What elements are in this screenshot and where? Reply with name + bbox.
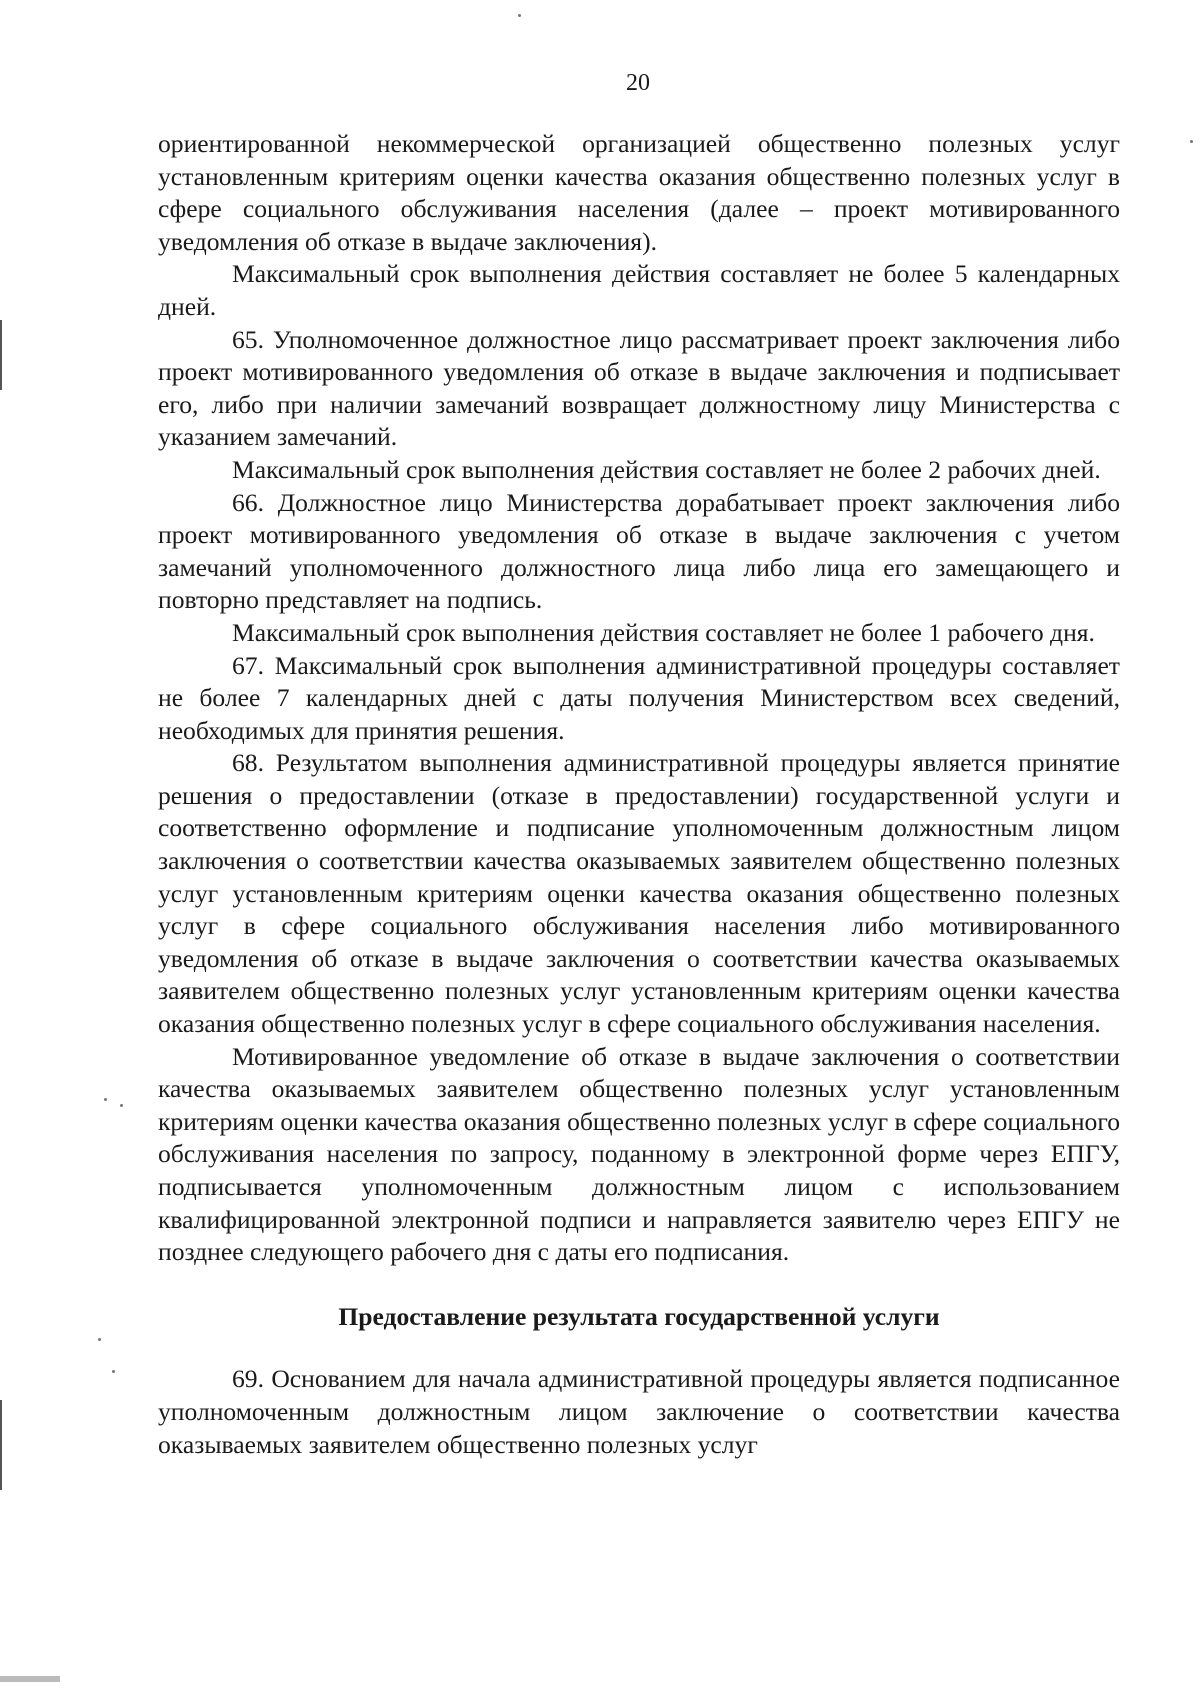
paragraph-67: 67. Максимальный срок выполнения административной процедуры составляет не более 7 календарных дней с даты получения Министерством всех сведений, необходимых для принятия решения. <box>158 650 1120 745</box>
paragraph-68: 68. Результатом выполнения административной процедуры является принятие решения о предоставлении (отказе в предоставлении) государственной услуги и соответственно оформление и подписание уполномоченным должностным лицом заключения о соответствии качества оказываемых заявителем общественно полезных услуг установленным критериям оценки качества оказания общественно полезных услуг в сфере социального обслуживания населения либо мотивированного уведомления об отказе в выдаче заключения о соответствии качества оказываемых заявителем общественно полезных услуг установленным критериям оценки качества оказания общественно полезных услуг в сфере социального обслуживания населения. <box>158 748 1120 1039</box>
scan-speck <box>1190 140 1193 143</box>
paragraph-continuation: ориентированной некоммерческой организацией общественно полезных услуг установленным критериям оценки качества оказания общественно полезных услуг в сфере социального обслуживания населения (далее – проект мотивированного уведомления об отказе в выдаче заключения). <box>158 129 1120 256</box>
scan-speck <box>120 1104 123 1107</box>
scan-speck <box>98 1338 101 1341</box>
document-body <box>158 128 1120 1461</box>
section-heading: Предоставление результата государственной услуги <box>338 1301 940 1331</box>
paragraph-deadline-2-days: Максимальный срок выполнения действия составляет не более 2 рабочих дней. <box>232 454 1101 484</box>
scan-edge-mark <box>0 1400 2 1490</box>
scan-speck <box>104 1098 107 1101</box>
scan-speck <box>518 14 521 17</box>
paragraph-deadline-1-day: Максимальный срок выполнения действия составляет не более 1 рабочего дня. <box>232 617 1095 647</box>
scan-edge-mark <box>0 320 2 390</box>
paragraph-69: 69. Основанием для начала административной процедуры является подписанное уполномоченным должностным лицом заключение о соответствии качества оказываемых заявителем общественно полезных услуг <box>158 1364 1120 1459</box>
paragraph-motivated-notice: Мотивированное уведомление об отказе в выдаче заключения о соответствии качества оказываемых заявителем общественно полезных услуг установленным критериям оценки качества оказания общественно полезных услуг в сфере социального обслуживания населения по запросу, поданному в электронной форме через ЕПГУ, подписывается уполномоченным должностным лицом с использованием квалифицированной электронной подписи и направляется заявителю через ЕПГУ не позднее следующего рабочего дня с даты его подписания. <box>158 1041 1120 1267</box>
scan-smudge <box>0 1676 60 1682</box>
page-number: 20 <box>626 70 650 96</box>
scan-speck <box>112 1370 115 1373</box>
paragraph-deadline-5-days: Максимальный срок выполнения действия составляет не более 5 календарных дней. <box>158 259 1120 321</box>
paragraph-66: 66. Должностное лицо Министерства дорабатывает проект заключения либо проект мотивированного уведомления об отказе в выдаче заключения с учетом замечаний уполномоченного должностного лица либо лица его замещающего и повторно представляет на подпись. <box>158 487 1120 615</box>
paragraph-65: 65. Уполномоченное должностное лицо рассматривает проект заключения либо проект мотивированного уведомления об отказе в выдаче заключения и подписывает его, либо при наличии замечаний возвращает должностному лицу Министерства с указанием замечаний. <box>158 324 1120 452</box>
